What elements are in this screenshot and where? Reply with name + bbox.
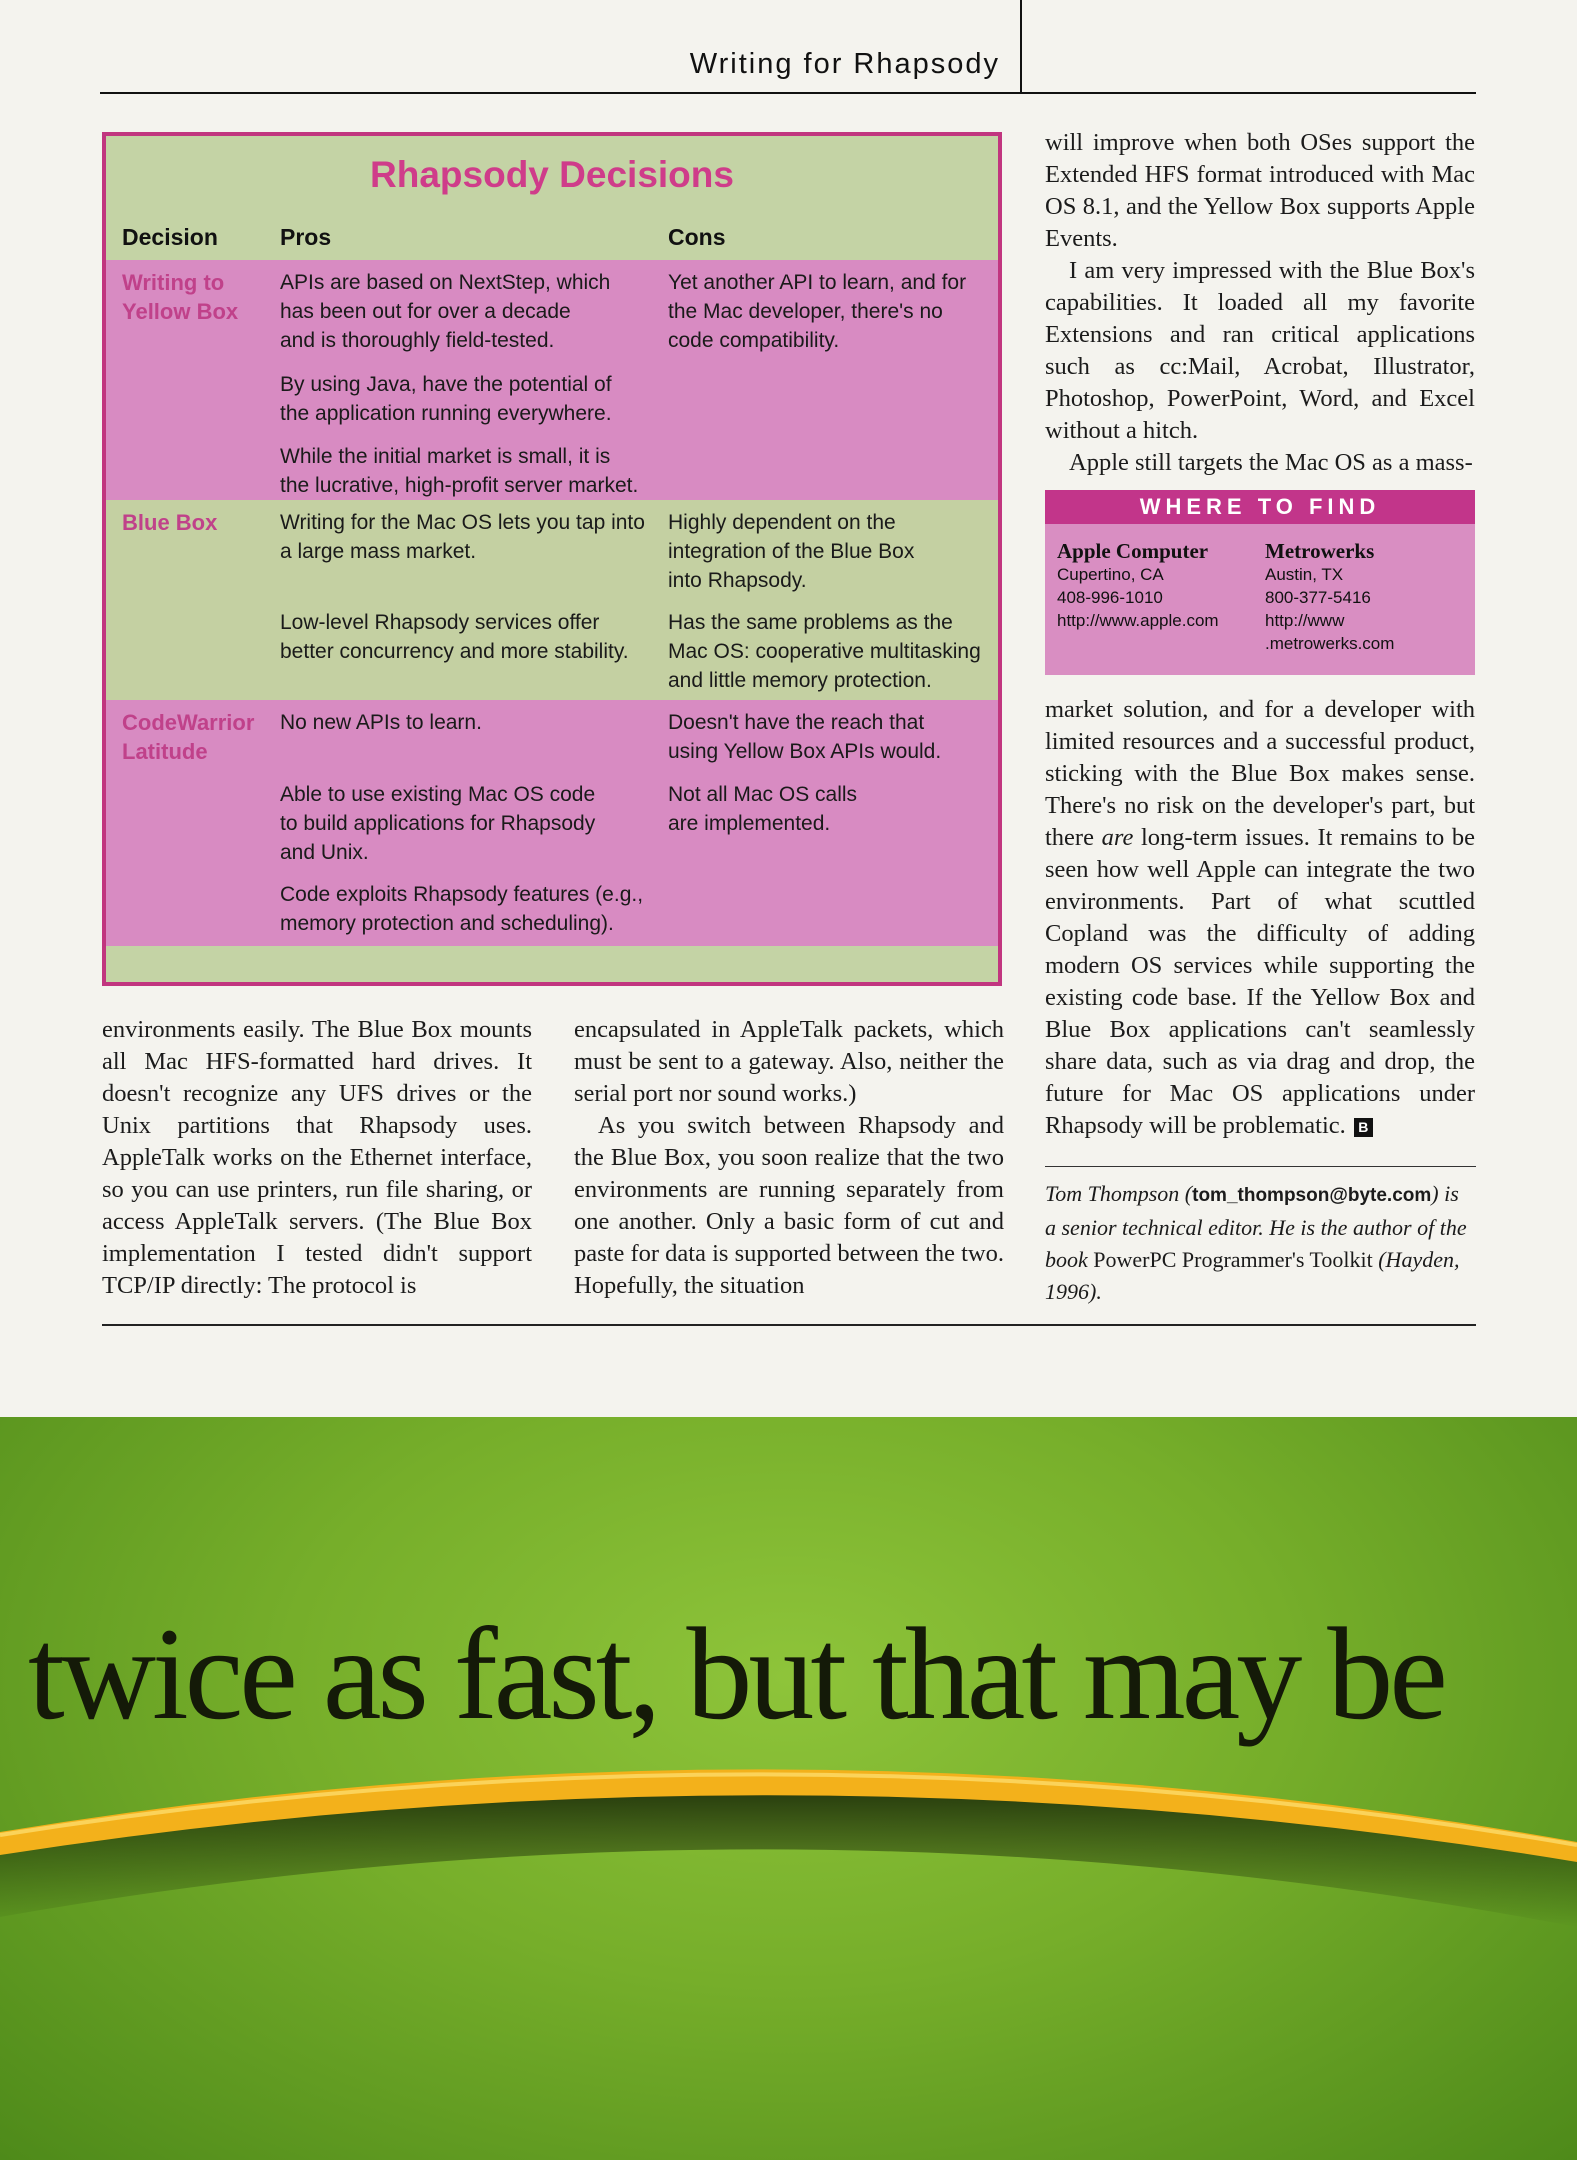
row-label: CodeWarrior Latitude bbox=[122, 710, 255, 764]
running-header: Writing for Rhapsody bbox=[689, 48, 1000, 80]
ad-swoosh-graphic bbox=[0, 1727, 1577, 1927]
pros-cell: By using Java, have the potential of the application running everywhere. bbox=[280, 373, 612, 425]
cons-cell: Yet another API to learn, and for the Mac developer, there's no code compatibility. bbox=[668, 271, 967, 352]
paragraph: I am very impressed with the Blue Box's capabilities. It loaded all my favorite Extensions and ran critical applications such as cc:Mail, Acrobat, Illustrator, Photoshop, PowerPoint, Word, and Excel without a hitch. bbox=[1045, 257, 1475, 444]
advertisement bbox=[0, 1417, 1577, 2160]
column-header-decision: Decision bbox=[122, 224, 218, 250]
pros-cell: APIs are based on NextStep, which has been out for over a decade and is thoroughly field-tested. bbox=[280, 271, 611, 352]
vendor-city: Cupertino, CA bbox=[1057, 565, 1164, 584]
pros-cell: Able to use existing Mac OS code to build applications for Rhapsody and Unix. bbox=[280, 783, 596, 864]
author-email[interactable]: tom_thompson@byte.com bbox=[1192, 1185, 1432, 1206]
paragraph: Apple still targets the Mac OS as a mass- bbox=[1069, 449, 1473, 476]
table-row-writing-to-yellow-box bbox=[106, 260, 998, 500]
header-rule bbox=[100, 92, 1476, 94]
vendor-url-continued[interactable]: .metrowerks.com bbox=[1265, 634, 1395, 653]
cons-cell: Doesn't have the reach that using Yellow Box APIs would. bbox=[668, 711, 942, 763]
pros-cell: While the initial market is small, it is the lucrative, high-profit server market. bbox=[280, 445, 639, 497]
where-to-find-box bbox=[1045, 490, 1475, 675]
paragraph: encapsulated in AppleTalk packets, which must be sent to a gateway. Also, neither the serial port nor sound works.) bbox=[574, 1016, 1004, 1107]
article-end-rule bbox=[102, 1324, 1476, 1326]
body-column-right-top bbox=[1045, 127, 1475, 479]
body-column-middle bbox=[574, 1014, 1004, 1302]
vendor-metrowerks bbox=[1265, 540, 1394, 655]
cons-cell: Highly dependent on the integration of the Blue Box into Rhapsody. bbox=[668, 511, 915, 592]
paragraph: As you switch between Rhapsody and the Blue Box, you soon realize that the two environments are running separately from one another. Only a basic form of cut and paste for data is supported between the two. Hopefully, the situation bbox=[574, 1112, 1004, 1299]
vendor-name: Apple Computer bbox=[1057, 539, 1209, 563]
end-mark-icon: B bbox=[1354, 1118, 1373, 1137]
where-to-find-heading: WHERE TO FIND bbox=[1045, 490, 1475, 524]
vendor-phone: 408-996-1010 bbox=[1057, 588, 1163, 607]
author-bio: Tom Thompson (tom_thompson@byte.com) is a senior technical editor. He is the author of the book PowerPC Programmer's Toolkit (Hayden, 1996). bbox=[1045, 1181, 1467, 1304]
body-column-left bbox=[102, 1014, 532, 1302]
rhapsody-decisions-table bbox=[102, 132, 1002, 986]
pros-cell: Writing for the Mac OS lets you tap into a large mass market. bbox=[280, 511, 645, 563]
ad-headline: twice as fast, but that may be bbox=[28, 1600, 1444, 1747]
pros-cell: Low-level Rhapsody services offer better concurrency and more stability. bbox=[280, 611, 629, 663]
table-row-codewarrior-latitude bbox=[106, 700, 998, 946]
body-column-right-bottom bbox=[1045, 694, 1475, 1142]
table-row-blue-box bbox=[106, 500, 998, 700]
cons-cell: Has the same problems as the Mac OS: cooperative multitasking and little memory protection. bbox=[668, 611, 981, 692]
cons-cell: Not all Mac OS calls are implemented. bbox=[668, 783, 858, 835]
vendor-city: Austin, TX bbox=[1265, 565, 1344, 584]
vendor-url[interactable]: http://www bbox=[1265, 611, 1345, 630]
paragraph: market solution, and for a developer with limited resources and a successful product, sticking with the Blue Box makes sense. There's no risk on the developer's part, but there are long-term issues. It remains to be seen how well Apple can integrate the two environments. Part of what scuttled Copland was the difficulty of adding modern OS services while supporting the existing code base. If the Yellow Box and Blue Box applications can't seamlessly share data, such as via drag and drop, the future for Mac OS applications under Rhapsody will be problematic. B bbox=[1045, 696, 1475, 1139]
table-title: Rhapsody Decisions bbox=[370, 154, 734, 195]
vendor-url[interactable]: http://www.apple.com bbox=[1057, 611, 1219, 630]
vendor-phone: 800-377-5416 bbox=[1265, 588, 1371, 607]
row-label: Writing to Yellow Box bbox=[122, 270, 239, 324]
paragraph: will improve when both OSes support the Extended HFS format introduced with Mac OS 8.1, and the Yellow Box supports Apple Events. bbox=[1045, 129, 1475, 252]
header-vertical-rule bbox=[1020, 0, 1022, 92]
paragraph: environments easily. The Blue Box mounts all Mac HFS-formatted hard drives. It doesn't recognize any UFS drives or the Unix partitions that Rhapsody uses. AppleTalk works on the Ethernet interface, so you can use printers, run file sharing, or access AppleTalk servers. (The Blue Box implementation I tested didn't support TCP/IP directly: The protocol is bbox=[102, 1016, 532, 1299]
column-header-pros: Pros bbox=[280, 224, 332, 250]
column-header-cons: Cons bbox=[668, 224, 726, 250]
pros-cell: Code exploits Rhapsody features (e.g., memory protection and scheduling). bbox=[280, 883, 644, 935]
bio-rule bbox=[1045, 1166, 1476, 1167]
row-label: Blue Box bbox=[122, 510, 218, 535]
vendor-name: Metrowerks bbox=[1265, 539, 1375, 563]
vendor-apple bbox=[1057, 540, 1219, 632]
pros-cell: No new APIs to learn. bbox=[280, 711, 482, 734]
